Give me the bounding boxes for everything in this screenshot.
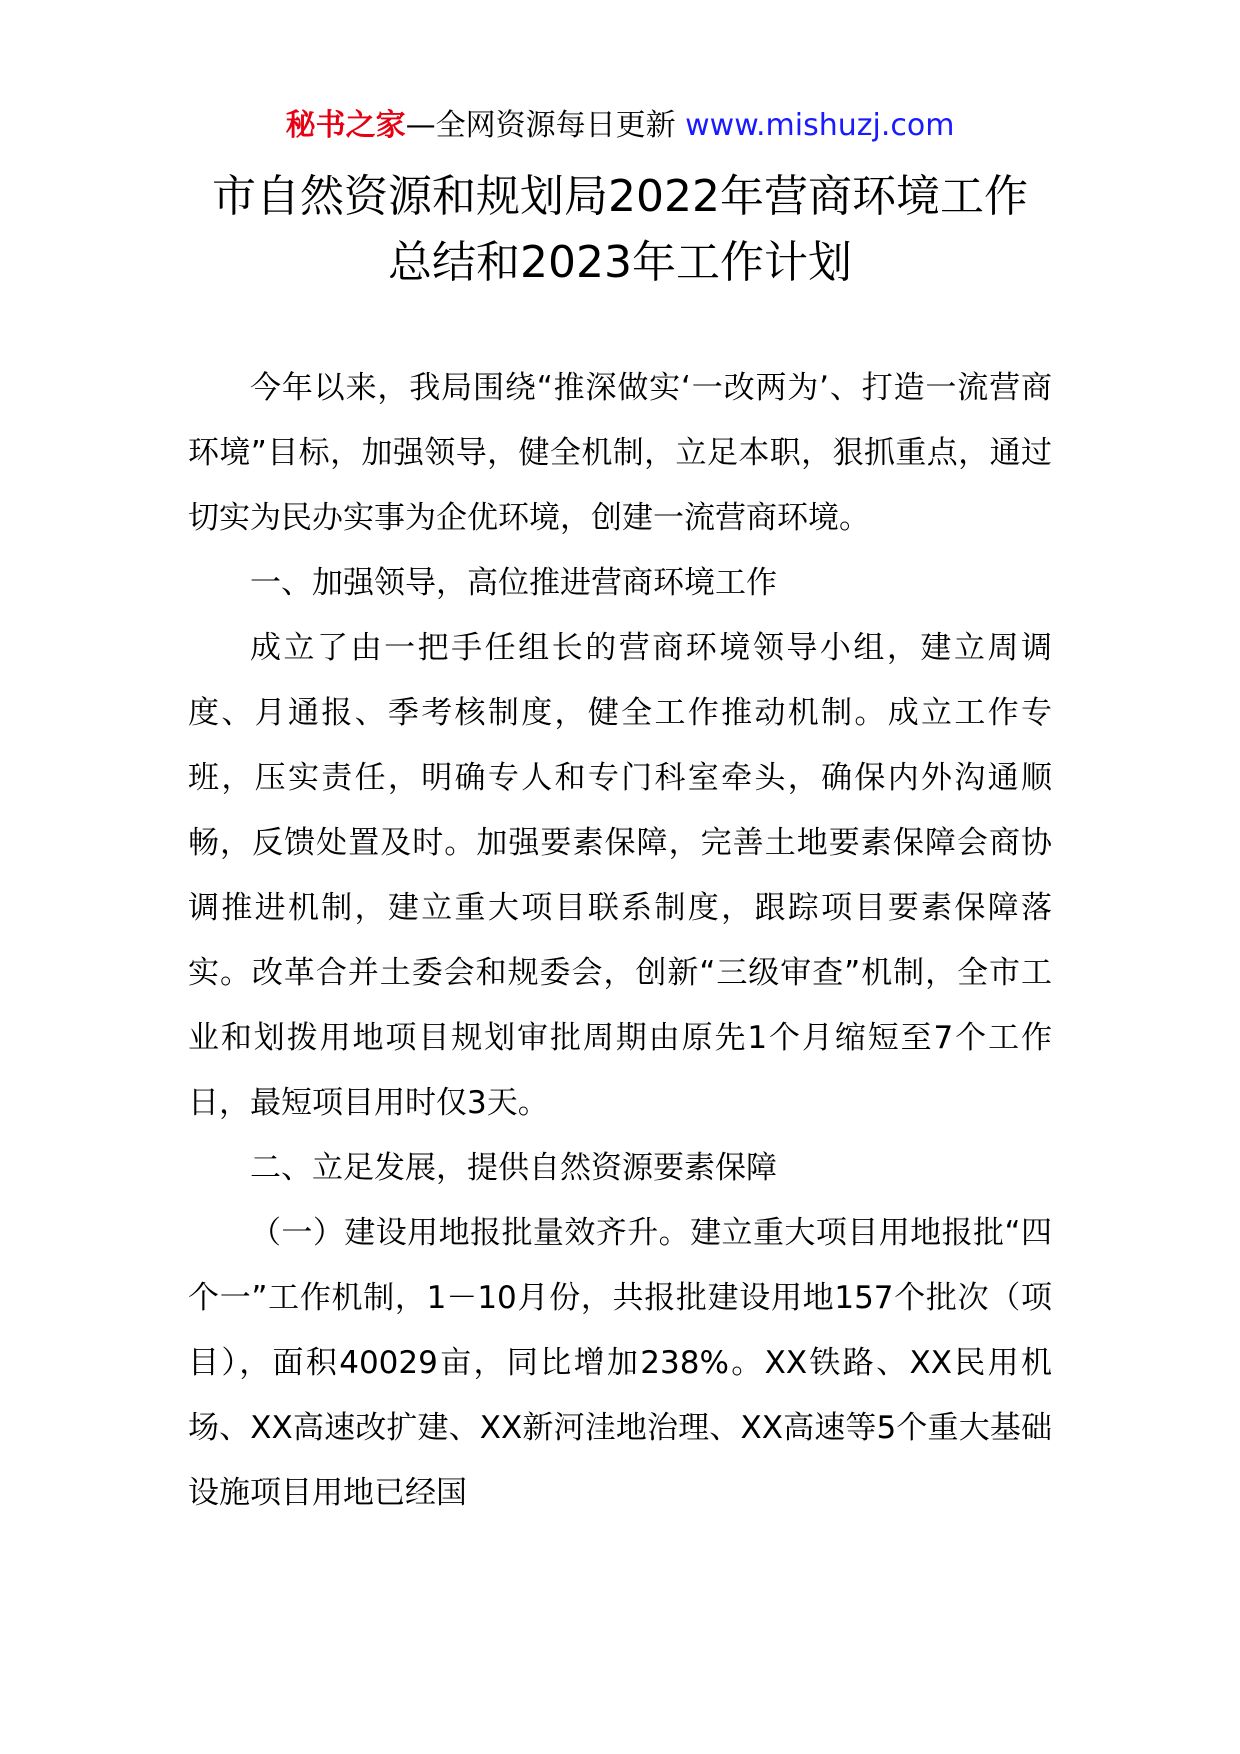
- site-slogan: —全网资源每日更新: [405, 108, 676, 143]
- brand-name: 秘书之家: [285, 108, 406, 143]
- section-heading-2: 二、立足发展，提供自然资源要素保障: [250, 1150, 777, 1186]
- document-body: [188, 356, 1052, 1526]
- document-title: [0, 164, 1240, 296]
- intro-paragraph: 今年以来，我局围绕“推深做实‘一改两为’、打造一流营商环境”目标，加强领导，健全机制，立足本职，狠抓重点，通过切实为民办实事为企优环境，创建一流营商环境。: [188, 370, 1052, 536]
- site-header: [0, 104, 1240, 148]
- body-paragraph: 成立了由一把手任组长的营商环境领导小组，建立周调度、月通报、季考核制度，健全工作推动机制。成立工作专班，压实责任，明确专人和专门科室牵头，确保内外沟通顺畅，反馈处置及时。加强要素保障，完善土地要素保障会商协调推进机制，建立重大项目联系制度，跟踪项目要素保障落实。改革合并土委会和规委会，创新“三级审查”机制，全市工业和划拨用地项目规划审批周期由原先1个月缩短至7个工作日，最短项目用时仅3天。: [188, 630, 1052, 1121]
- title-line-1: 市自然资源和规划局2022年营商环境工作: [212, 171, 1028, 222]
- title-line-2: 总结和2023年工作计划: [388, 237, 852, 288]
- body-paragraph: （一）建设用地报批量效齐升。建立重大项目用地报批“四个一”工作机制，1－10月份，共报批建设用地157个批次（项目），面积40029亩，同比增加238%。XX铁路、XX民用机场、XX高速改扩建、XX新河洼地治理、XX高速等5个重大基础设施项目用地已经国: [188, 1215, 1052, 1511]
- section-heading-1: 一、加强领导，高位推进营商环境工作: [250, 565, 777, 601]
- site-url-link[interactable]: www.mishuzj.com: [685, 108, 955, 143]
